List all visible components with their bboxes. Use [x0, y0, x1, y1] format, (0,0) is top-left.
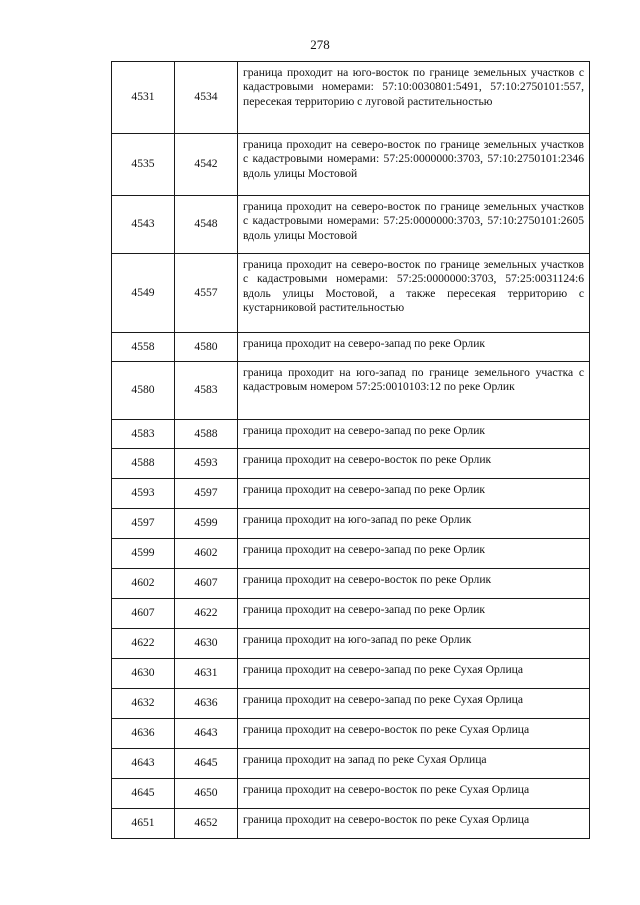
table-row — [112, 362, 590, 420]
boundary-description-cell: граница проходит на северо-восток по границе земельных участков с кадастровыми номерами: 57:25:0000000:3703, 57:10:2750101:2605 вдоль улицы Мостовой — [238, 196, 590, 254]
point-to-cell: 4630 — [175, 629, 238, 659]
boundary-description-cell: граница проходит на северо-восток по реке Сухая Орлица — [238, 719, 590, 749]
point-from-cell: 4607 — [112, 599, 175, 629]
boundary-description-cell: граница проходит на северо-запад по реке Орлик — [238, 420, 590, 449]
point-from-cell: 4593 — [112, 479, 175, 509]
point-from-cell: 4558 — [112, 333, 175, 362]
table-row — [112, 333, 590, 362]
point-to-cell: 4557 — [175, 254, 238, 333]
table-row — [112, 779, 590, 809]
point-to-cell: 4652 — [175, 809, 238, 839]
point-to-cell: 4636 — [175, 689, 238, 719]
page-number: 278 — [310, 37, 330, 52]
point-from-cell: 4645 — [112, 779, 175, 809]
point-from-cell: 4580 — [112, 362, 175, 420]
table-row — [112, 420, 590, 449]
boundary-description-cell: граница проходит на запад по реке Сухая Орлица — [238, 749, 590, 779]
table-row — [112, 254, 590, 333]
table-row — [112, 449, 590, 479]
point-from-cell: 4583 — [112, 420, 175, 449]
point-to-cell: 4643 — [175, 719, 238, 749]
boundary-description-cell: граница проходит на северо-восток по реке Орлик — [238, 449, 590, 479]
point-from-cell: 4543 — [112, 196, 175, 254]
table-row — [112, 629, 590, 659]
table-row — [112, 659, 590, 689]
point-to-cell: 4650 — [175, 779, 238, 809]
point-to-cell: 4599 — [175, 509, 238, 539]
boundary-table — [111, 61, 590, 839]
table-row — [112, 569, 590, 599]
table-row — [112, 62, 590, 134]
boundary-description-cell: граница проходит на северо-восток по реке Сухая Орлица — [238, 779, 590, 809]
point-to-cell: 4597 — [175, 479, 238, 509]
boundary-description-cell: граница проходит на северо-запад по реке Орлик — [238, 479, 590, 509]
point-to-cell: 4602 — [175, 539, 238, 569]
point-from-cell: 4636 — [112, 719, 175, 749]
table-body — [112, 62, 590, 839]
point-from-cell: 4643 — [112, 749, 175, 779]
boundary-description-cell: граница проходит на северо-запад по реке Сухая Орлица — [238, 659, 590, 689]
point-from-cell: 4597 — [112, 509, 175, 539]
table-row — [112, 749, 590, 779]
boundary-description-cell: граница проходит на юго-восток по границе земельных участков с кадастровыми номерами: 57:10:0030801:5491, 57:10:2750101:557, пересекая территорию с луговой растительностью — [238, 62, 590, 134]
point-to-cell: 4645 — [175, 749, 238, 779]
point-from-cell: 4630 — [112, 659, 175, 689]
point-from-cell: 4599 — [112, 539, 175, 569]
boundary-description-cell: граница проходит на северо-запад по реке Орлик — [238, 599, 590, 629]
table-row — [112, 196, 590, 254]
boundary-description-cell: граница проходит на юго-запад по границе земельного участка с кадастровым номером 57:25:0010103:12 по реке Орлик — [238, 362, 590, 420]
boundary-description-cell: граница проходит на северо-восток по реке Сухая Орлица — [238, 809, 590, 839]
table-row — [112, 689, 590, 719]
point-from-cell: 4549 — [112, 254, 175, 333]
point-to-cell: 4548 — [175, 196, 238, 254]
point-to-cell: 4534 — [175, 62, 238, 134]
table-row — [112, 479, 590, 509]
boundary-description-cell: граница проходит на северо-запад по реке Орлик — [238, 333, 590, 362]
point-from-cell: 4535 — [112, 134, 175, 196]
point-from-cell: 4531 — [112, 62, 175, 134]
point-from-cell: 4588 — [112, 449, 175, 479]
boundary-description-cell: граница проходит на северо-восток по реке Орлик — [238, 569, 590, 599]
table-row — [112, 599, 590, 629]
table-row — [112, 539, 590, 569]
point-to-cell: 4607 — [175, 569, 238, 599]
boundary-description-cell: граница проходит на юго-запад по реке Орлик — [238, 629, 590, 659]
point-to-cell: 4583 — [175, 362, 238, 420]
boundary-description-cell: граница проходит на северо-восток по границе земельных участков с кадастровыми номерами: 57:25:0000000:3703, 57:10:2750101:2346 вдоль улицы Мостовой — [238, 134, 590, 196]
boundary-description-cell: граница проходит на северо-запад по реке Сухая Орлица — [238, 689, 590, 719]
point-to-cell: 4622 — [175, 599, 238, 629]
point-to-cell: 4588 — [175, 420, 238, 449]
point-to-cell: 4580 — [175, 333, 238, 362]
table-row — [112, 509, 590, 539]
boundary-description-cell: граница проходит на северо-запад по реке Орлик — [238, 539, 590, 569]
boundary-description-cell: граница проходит на северо-восток по границе земельных участков с кадастровыми номерами: 57:25:0000000:3703, 57:25:0031124:6 вдоль улицы Мостовой, а также пересекая территорию с кустарниковой растительностью — [238, 254, 590, 333]
point-from-cell: 4651 — [112, 809, 175, 839]
table-row — [112, 719, 590, 749]
boundary-description-cell: граница проходит на юго-запад по реке Орлик — [238, 509, 590, 539]
point-from-cell: 4622 — [112, 629, 175, 659]
table-row — [112, 809, 590, 839]
point-from-cell: 4632 — [112, 689, 175, 719]
table-row — [112, 134, 590, 196]
point-to-cell: 4631 — [175, 659, 238, 689]
point-to-cell: 4593 — [175, 449, 238, 479]
point-to-cell: 4542 — [175, 134, 238, 196]
point-from-cell: 4602 — [112, 569, 175, 599]
